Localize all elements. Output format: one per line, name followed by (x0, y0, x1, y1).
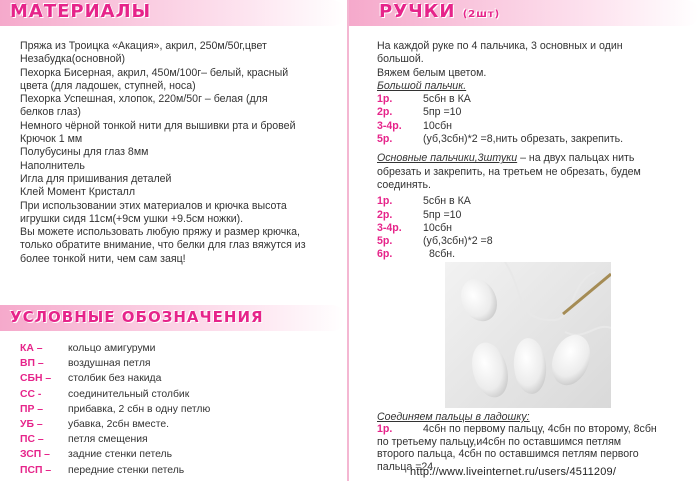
materials-line: Крючок 1 мм (20, 133, 83, 146)
legend-desc: задние стенки петель (68, 449, 173, 461)
legend-abbr: КА – (20, 343, 43, 354)
pattern-row (377, 133, 692, 146)
materials-line: игрушки сидя 11см(+9см ушки +9.5см ножки). (20, 212, 244, 225)
join-instructions (377, 411, 692, 473)
pattern-row (377, 235, 692, 248)
row-text: (уб,3сбн)*2 =8,нить обрезать, закрепить. (423, 133, 624, 146)
legend-item (20, 357, 340, 372)
join-text: 4сбн по первому пальцу, 4сбн по второму, 8сбн (423, 423, 657, 436)
materials-line: белков глаз) (20, 106, 81, 119)
pattern-row (377, 106, 692, 119)
materials-line: Вы можете использовать любую пряжу и размер крючка, (20, 226, 300, 239)
row-text: 10сбн (423, 119, 452, 132)
row-text: 5сбн в КА (423, 93, 471, 106)
join-line: второго пальца, 4сбн по оставшимся петлям первого (377, 448, 639, 461)
row-label: 5р. (377, 133, 393, 146)
row-text: 5пр =10 (423, 208, 462, 221)
join-line: пальца =24 (377, 460, 434, 473)
legend-abbr: ЗСП – (20, 449, 50, 461)
main-fingers-note-line: соединять. (377, 178, 431, 191)
legend-item (20, 464, 340, 479)
big-finger-heading: Большой пальчик. (377, 79, 467, 92)
row-label: 1р. (377, 423, 393, 436)
legend-abbr: ПСП – (20, 464, 52, 476)
row-label: 1р. (377, 93, 393, 106)
fingers-illustration (445, 262, 611, 408)
legend-abbr: УБ – (20, 418, 43, 430)
row-label: 1р. (377, 195, 393, 208)
hands-instructions (377, 40, 692, 262)
legend-desc: столбик без накида (68, 373, 162, 385)
hands-intro-line: На каждой руке по 4 пальчика, 3 основных и один (377, 40, 623, 52)
materials-line: Пехорка Успешная, хлопок, 220м/50г – белая (для (20, 93, 268, 106)
pattern-row (377, 195, 692, 208)
hands-color-line: Вяжем белым цветом. (377, 66, 487, 79)
legend-desc: соединительный столбик (68, 388, 190, 400)
main-fingers-heading: Основные пальчики,3штуки (377, 152, 518, 165)
legend-item (20, 388, 340, 403)
row-text: 5пр =10 (423, 106, 462, 119)
hands-title (379, 1, 500, 22)
small-finger (454, 273, 503, 327)
legend-list (20, 342, 340, 479)
legend-desc: прибавка, 2 сбн в одну петлю (68, 403, 211, 415)
join-heading: Соединяем пальцы в ладошку: (377, 411, 530, 423)
legend-abbr: СС - (20, 388, 42, 400)
legend-abbr: СБН – (20, 373, 52, 385)
row-label: 5р. (377, 235, 393, 248)
finger (545, 329, 597, 390)
row-text: (уб,3сбн)*2 =8 (423, 235, 493, 248)
hands-title-text: РУЧКИ (379, 1, 456, 22)
materials-line: Пехорка Бисерная, акрил, 450м/100г– белый, красный (20, 66, 289, 79)
hands-intro-line: большой. (377, 53, 424, 66)
watermark: http://www.liveinternet.ru/users/4511209/ (410, 466, 617, 478)
materials-list (20, 40, 340, 266)
pattern-row (377, 248, 692, 261)
legend-banner (0, 305, 345, 331)
legend-item (20, 403, 340, 418)
row-text: 10сбн (423, 221, 452, 234)
row-label: 3-4р. (377, 221, 402, 234)
yarn-strand (565, 327, 611, 335)
materials-line: Пряжа из Троицка «Акация», акрил, 250м/50г,цвет (20, 40, 267, 52)
pattern-row (377, 222, 692, 235)
row-text: 5сбн в КА (423, 195, 471, 208)
materials-line: более тонкой нити, чем сам заяц! (20, 252, 186, 265)
legend-desc: передние стенки петель (68, 464, 185, 476)
materials-line: Клей Момент Кристалл (20, 186, 136, 199)
crochet-hook (563, 274, 611, 314)
materials-line: Наполнитель (20, 159, 85, 172)
legend-abbr: ПС – (20, 434, 44, 446)
legend-desc: воздушная петля (68, 358, 151, 370)
fingers-photo (445, 262, 611, 408)
pattern-row (377, 120, 692, 133)
legend-abbr: ВП – (20, 358, 44, 370)
main-fingers-note-line: обрезать и закрепить, на третьем не обрезать, будем (377, 165, 641, 178)
legend-desc: убавка, 2сбн вместе. (68, 418, 170, 430)
row-label: 2р. (377, 208, 393, 221)
legend-desc: петля смещения (68, 434, 148, 446)
materials-line: При использовании этих материалов и крючка высота (20, 199, 287, 212)
join-line (377, 423, 692, 435)
main-fingers-heading-line (377, 152, 692, 165)
finger (512, 337, 549, 396)
hands-banner (349, 0, 699, 26)
materials-title: МАТЕРИАЛЫ (10, 1, 152, 22)
row-label: 6р. (377, 248, 393, 261)
materials-line: Игла для пришивания деталей (20, 172, 172, 185)
pattern-row (377, 209, 692, 222)
legend-item (20, 372, 340, 387)
legend-item (20, 448, 340, 463)
legend-desc: кольцо амигуруми (68, 343, 156, 354)
left-column (0, 0, 347, 481)
row-label: 3-4р. (377, 119, 402, 132)
hands-title-note: (2шт) (462, 9, 501, 20)
materials-line: Немного чёрной тонкой нити для вышивки рта и бровей (20, 119, 296, 132)
legend-title: УСЛОВНЫЕ ОБОЗНАЧЕНИЯ (10, 308, 264, 326)
legend-item (20, 433, 340, 448)
materials-banner (0, 0, 345, 26)
finger (466, 339, 513, 402)
right-column (349, 0, 699, 481)
legend-item (20, 342, 340, 357)
materials-line: Незабудка(основной) (20, 53, 126, 66)
materials-line: только обратите внимание, что белки для глаз вяжутся из (20, 239, 306, 252)
materials-line: Полубусины для глаз 8мм (20, 146, 149, 159)
row-text: 8сбн. (429, 248, 456, 261)
legend-abbr: ПР – (20, 403, 44, 415)
yarn-strand (505, 262, 595, 320)
pattern-row (377, 93, 692, 106)
main-fingers-note: – на двух пальцах нить (517, 152, 635, 165)
legend-item (20, 418, 340, 433)
materials-line: цвета (для ладошек, ступней, носа) (20, 79, 196, 92)
join-line: по третьему пальцу,и4сбн по оставшимся петлям (377, 435, 622, 448)
row-label: 2р. (377, 106, 393, 119)
